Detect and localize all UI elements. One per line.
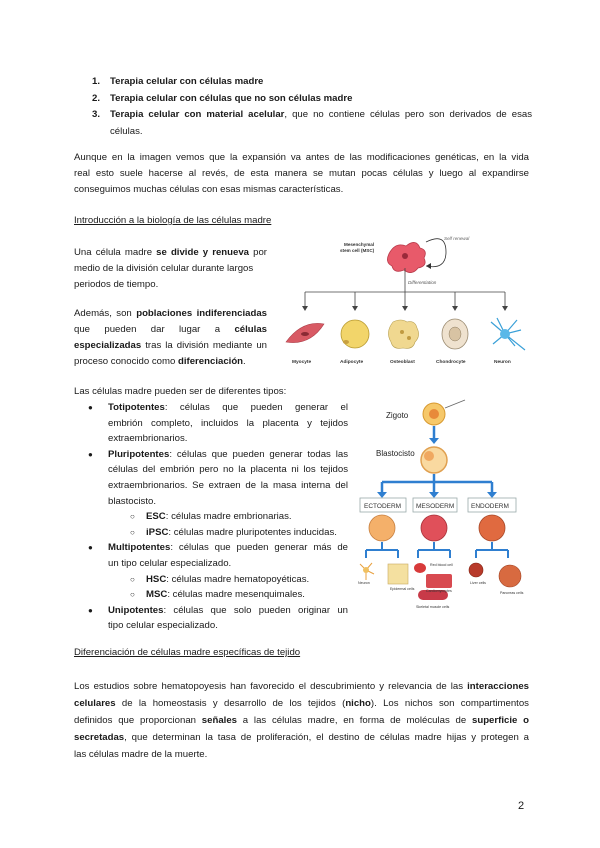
cell-label-osteoblast: Osteoblast (390, 360, 415, 365)
neuron-label: Neuron (358, 581, 370, 585)
section-heading: Introducción a la biología de las células madre (74, 215, 272, 226)
numbered-list (92, 74, 532, 140)
pancreas-cells-icon (499, 565, 521, 587)
epidermal-label: Epidermal cells (390, 587, 415, 591)
skeletal-label: Skeletal muscle cells (416, 605, 450, 609)
zygote-label: Zigoto (386, 411, 409, 420)
cell-label-myocyte: Myocyte (292, 360, 312, 365)
cardiomyocytes-icon (426, 574, 452, 588)
cell-label-neuron: Neuron (494, 360, 511, 365)
rbc-label: Red blood cell (430, 563, 453, 567)
list-item: ● Totipotentes: células que pueden generar el embrión completo, incluidos la placenta y tejidos extraembrionarios. (88, 402, 348, 445)
ectoderm-label: ECTODERM (364, 503, 402, 510)
page-number: 2 (518, 800, 525, 812)
sub-list-item: ○ HSC: células madre hematopoyéticas. (130, 573, 310, 585)
sub-list-item: ○ iPSC: células madre pluripotentes inducidas. (130, 526, 337, 538)
intro-paragraph: Una célula madre se divide y renueva por medio de la división celular durante largos periodos de tiempo. (74, 247, 267, 290)
list-item: ● Unipotentes: células que solo pueden originar un tipo celular especializado. (88, 604, 348, 632)
mesoderm-sphere-icon (421, 515, 447, 541)
blastocyst-label: Blastocisto (376, 449, 415, 458)
germ-layers-figure (358, 398, 534, 620)
cardio-label: Cardiomyocytes (426, 589, 452, 593)
epidermal-cells-icon (388, 564, 408, 584)
types-intro: Las células madre pueden ser de diferentes tipos: (74, 386, 287, 397)
cell-label-chondrocyte: Chondrocyte (436, 360, 466, 365)
paragraph-niche: Los estudios sobre hematopoyesis han favorecido el descubrimiento y relevancia de las interacciones celulares de la homeostasis y desarrollo de los tejidos (nicho). Los nichos son compartimentos definidos que proporcionan señales a las células madre, en forma de moléculas de superficie o secretadas, que determinan la tasa de proliferación, el destino de células madre hijas y protegen a las células madre de la muerte. (74, 681, 529, 760)
sub-list-item: ○ ESC: células madre embrionarias. (130, 511, 292, 523)
blastocyst-icon (421, 447, 447, 473)
list-item: ● Multipotentes: células que pueden generar más de un tipo celular especializado. (88, 542, 348, 569)
list-item: 2. Terapia celular con células que no son células madre (92, 92, 353, 104)
self-renewal-arrow-icon (426, 239, 446, 267)
self-renewal-label: Self renewal (444, 236, 470, 241)
list-item: ● Pluripotentes: células que pueden generar todas las células del embrión pero no la placenta ni los tejidos extraembrionarios. Se extraen de la masa interna del blastocisto. (88, 448, 348, 507)
intro-paragraph-2: Además, son poblaciones indiferenciadas que pueden dar lugar a células especializadas tras la división mediante un proceso conocido como diferenciación. (74, 308, 267, 367)
msc-label: Mesenchymal (344, 242, 375, 247)
msc-differentiation-figure (278, 232, 530, 372)
differentiation-label: Differentiation (408, 280, 437, 285)
mesoderm-label: MESODERM (416, 503, 455, 510)
liver-label: Liver cells (470, 581, 486, 585)
stem-cell-types-list (88, 400, 348, 634)
cell-label-adipocyte: Adipocyte (340, 360, 364, 365)
osteoblast-icon (388, 320, 418, 348)
liver-cells-icon (469, 563, 483, 577)
paragraph-expansion: Aunque en la imagen vemos que la expansión va antes de las modificaciones genéticas, en la vida real esto suele hacerse al revés, de esta manera se mutan pocas células y luego al expandirse conseguimos muchas células con esas mismas características. (74, 152, 529, 195)
list-item: 3. Terapia celular con material acelular, que no contiene células pero son derivados de esas células. (92, 109, 532, 137)
endoderm-label: ENDODERM (471, 503, 509, 510)
ectoderm-sphere-icon (369, 515, 395, 541)
msc-label-2: stem cell (MSC) (340, 248, 375, 253)
pancreas-label: Pancreas cells (500, 591, 524, 595)
sub-list-item: ○ MSC: células madre mesenquimales. (130, 589, 305, 601)
red-blood-cell-icon (414, 563, 426, 573)
endoderm-sphere-icon (479, 515, 505, 541)
section-heading-2: Diferenciación de células madre específicas de tejido (74, 647, 301, 658)
list-item: 1. Terapia celular con células madre (92, 76, 264, 87)
